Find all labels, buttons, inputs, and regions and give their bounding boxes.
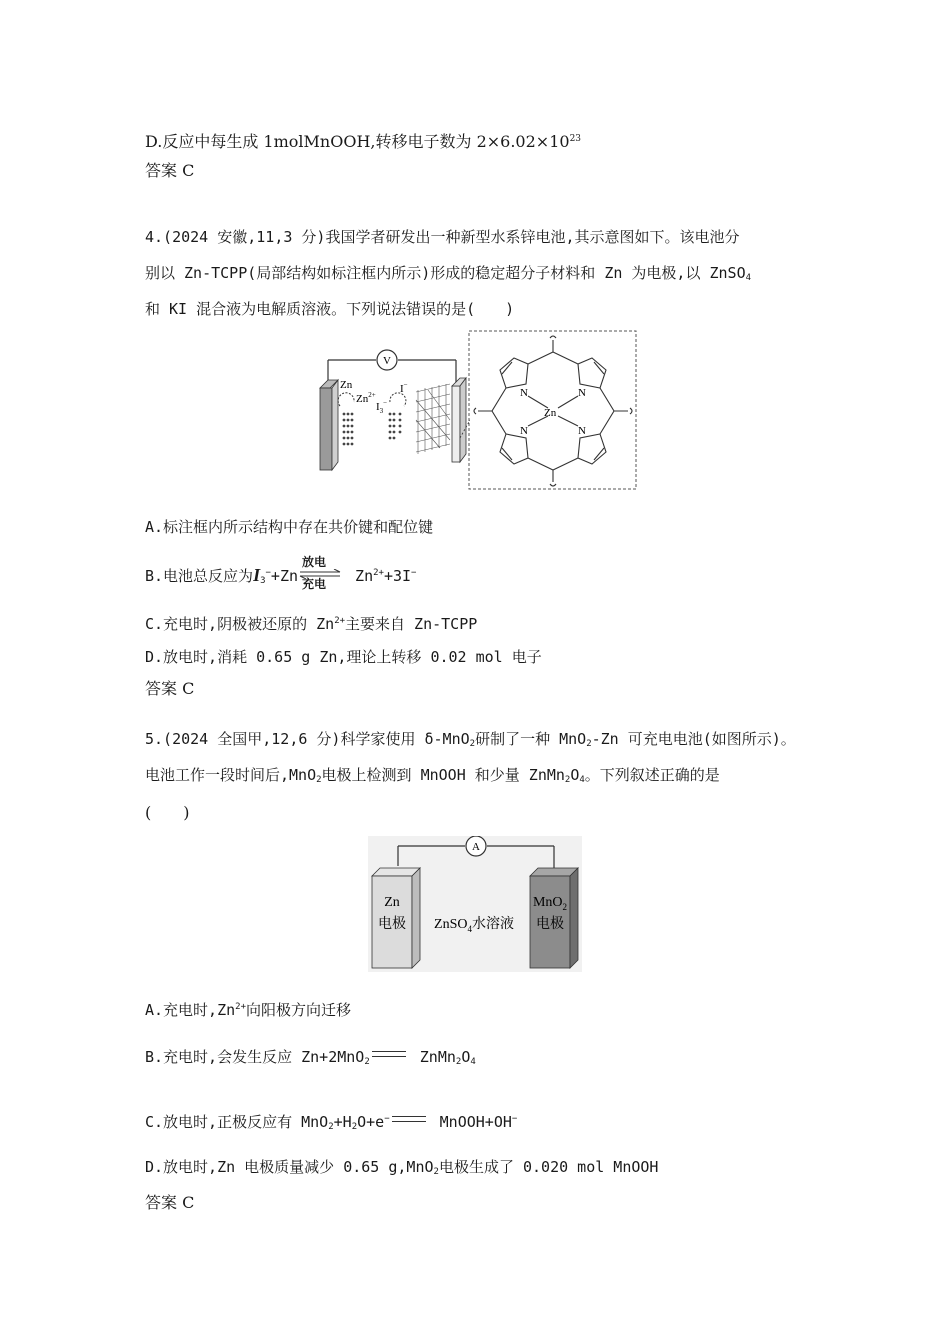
q4-answer: 答案 C xyxy=(145,679,195,698)
svg-text:ZnSO4水溶液: ZnSO$_4$水溶液 xyxy=(434,917,514,934)
q4-stem-line-2: 别以 Zn-TCPP(局部结构如标注框内所示)形成的稳定超分子材料和 Zn 为电极,以 ZnSO$_4$ xyxy=(145,264,752,283)
q5-option-c: C.放电时,正极反应有 $MnO_2+H_2O+e^-$ MnOOH+OH− xyxy=(145,1113,518,1132)
q5-option-d: D.放电时,Zn 电极质量减少 0.65 g,MnO$_2$电极生成了 0.020 mol MnOOH xyxy=(145,1158,659,1177)
q4-battery-figure xyxy=(310,330,470,490)
equals-sign-icon xyxy=(392,1116,426,1122)
svg-text:Zn2+: $Zn^{2+}$ xyxy=(356,391,376,405)
q4-option-d: D.放电时,消耗 0.65 g Zn,理论上转移 0.02 mol 电子 xyxy=(145,648,542,666)
equals-sign-icon xyxy=(372,1051,406,1057)
svg-text:A: A xyxy=(472,841,480,853)
svg-text:V: V xyxy=(383,355,391,367)
q5-battery-figure xyxy=(368,836,582,972)
svg-text:N: N xyxy=(578,425,586,437)
supramolecular-lattice xyxy=(416,384,450,454)
svg-text:Zn: Zn xyxy=(340,379,353,391)
q4-option-a: A.标注框内所示结构中存在共价键和配位键 xyxy=(145,518,434,536)
svg-text:电极: 电极 xyxy=(536,917,564,932)
svg-text:N: N xyxy=(520,425,528,437)
svg-text:电极: 电极 xyxy=(378,917,406,932)
svg-text:MnO2: MnO$_2$ xyxy=(532,895,568,912)
svg-text:Zn: Zn xyxy=(544,407,557,419)
zn-tcpp-structure xyxy=(468,330,638,490)
svg-text:I3−: $I_3^-$ xyxy=(376,399,388,415)
q4-stem-line-3: 和 KI 混合液为电解质溶液。下列说法错误的是( ) xyxy=(145,300,515,318)
q4-option-c: C.充电时,阴极被还原的 $Zn^{2+}$主要来自 Zn-TCPP xyxy=(145,615,478,633)
zn-electrode xyxy=(320,388,332,470)
q5-option-b: B.充电时,会发生反应 Zn+2MnO$_2$ $ZnMn_2O_4$ xyxy=(145,1048,476,1067)
q5-answer: 答案 C xyxy=(145,1193,195,1212)
q5-stem-line-3: ( ) xyxy=(145,803,190,822)
q3-option-d: D.反应中每生成 1molMnOOH,转移电子数为 $2\times 6.02\times 10^{23}$ xyxy=(145,132,582,151)
q5-stem-line-1: 5.(2024 全国甲,12,6 分)科学家使用 δ-MnO$_2$研制了一种 MnO$_2$-Zn 可充电电池(如图所示)。 xyxy=(145,730,796,749)
svg-text:I−: I− xyxy=(400,381,408,395)
svg-text:N: N xyxy=(520,387,528,399)
q5-stem-line-2: 电池工作一段时间后,MnO$_2$电极上检测到 MnOOH 和少量 $ZnMn_2O_4$。下列叙述正确的是 xyxy=(145,766,720,785)
q4-option-b: B.电池总反应为$I_3^-+Zn$ 放电 充电 $Zn^{2+}+3I^-$ xyxy=(145,555,417,591)
q5-option-a: A.充电时$,Zn^{2+}$向阳极方向迁移 xyxy=(145,1001,352,1019)
q4-stem-line-1: 4.(2024 安徽,11,3 分)我国学者研发出一种新型水系锌电池,其示意图如下。该电池分 xyxy=(145,228,740,246)
svg-text:N: N xyxy=(578,387,586,399)
svg-text:Zn: Zn xyxy=(384,895,400,910)
reversible-arrow-icon: 放电 充电 xyxy=(298,563,342,585)
q3-answer: 答案 C xyxy=(145,161,195,180)
